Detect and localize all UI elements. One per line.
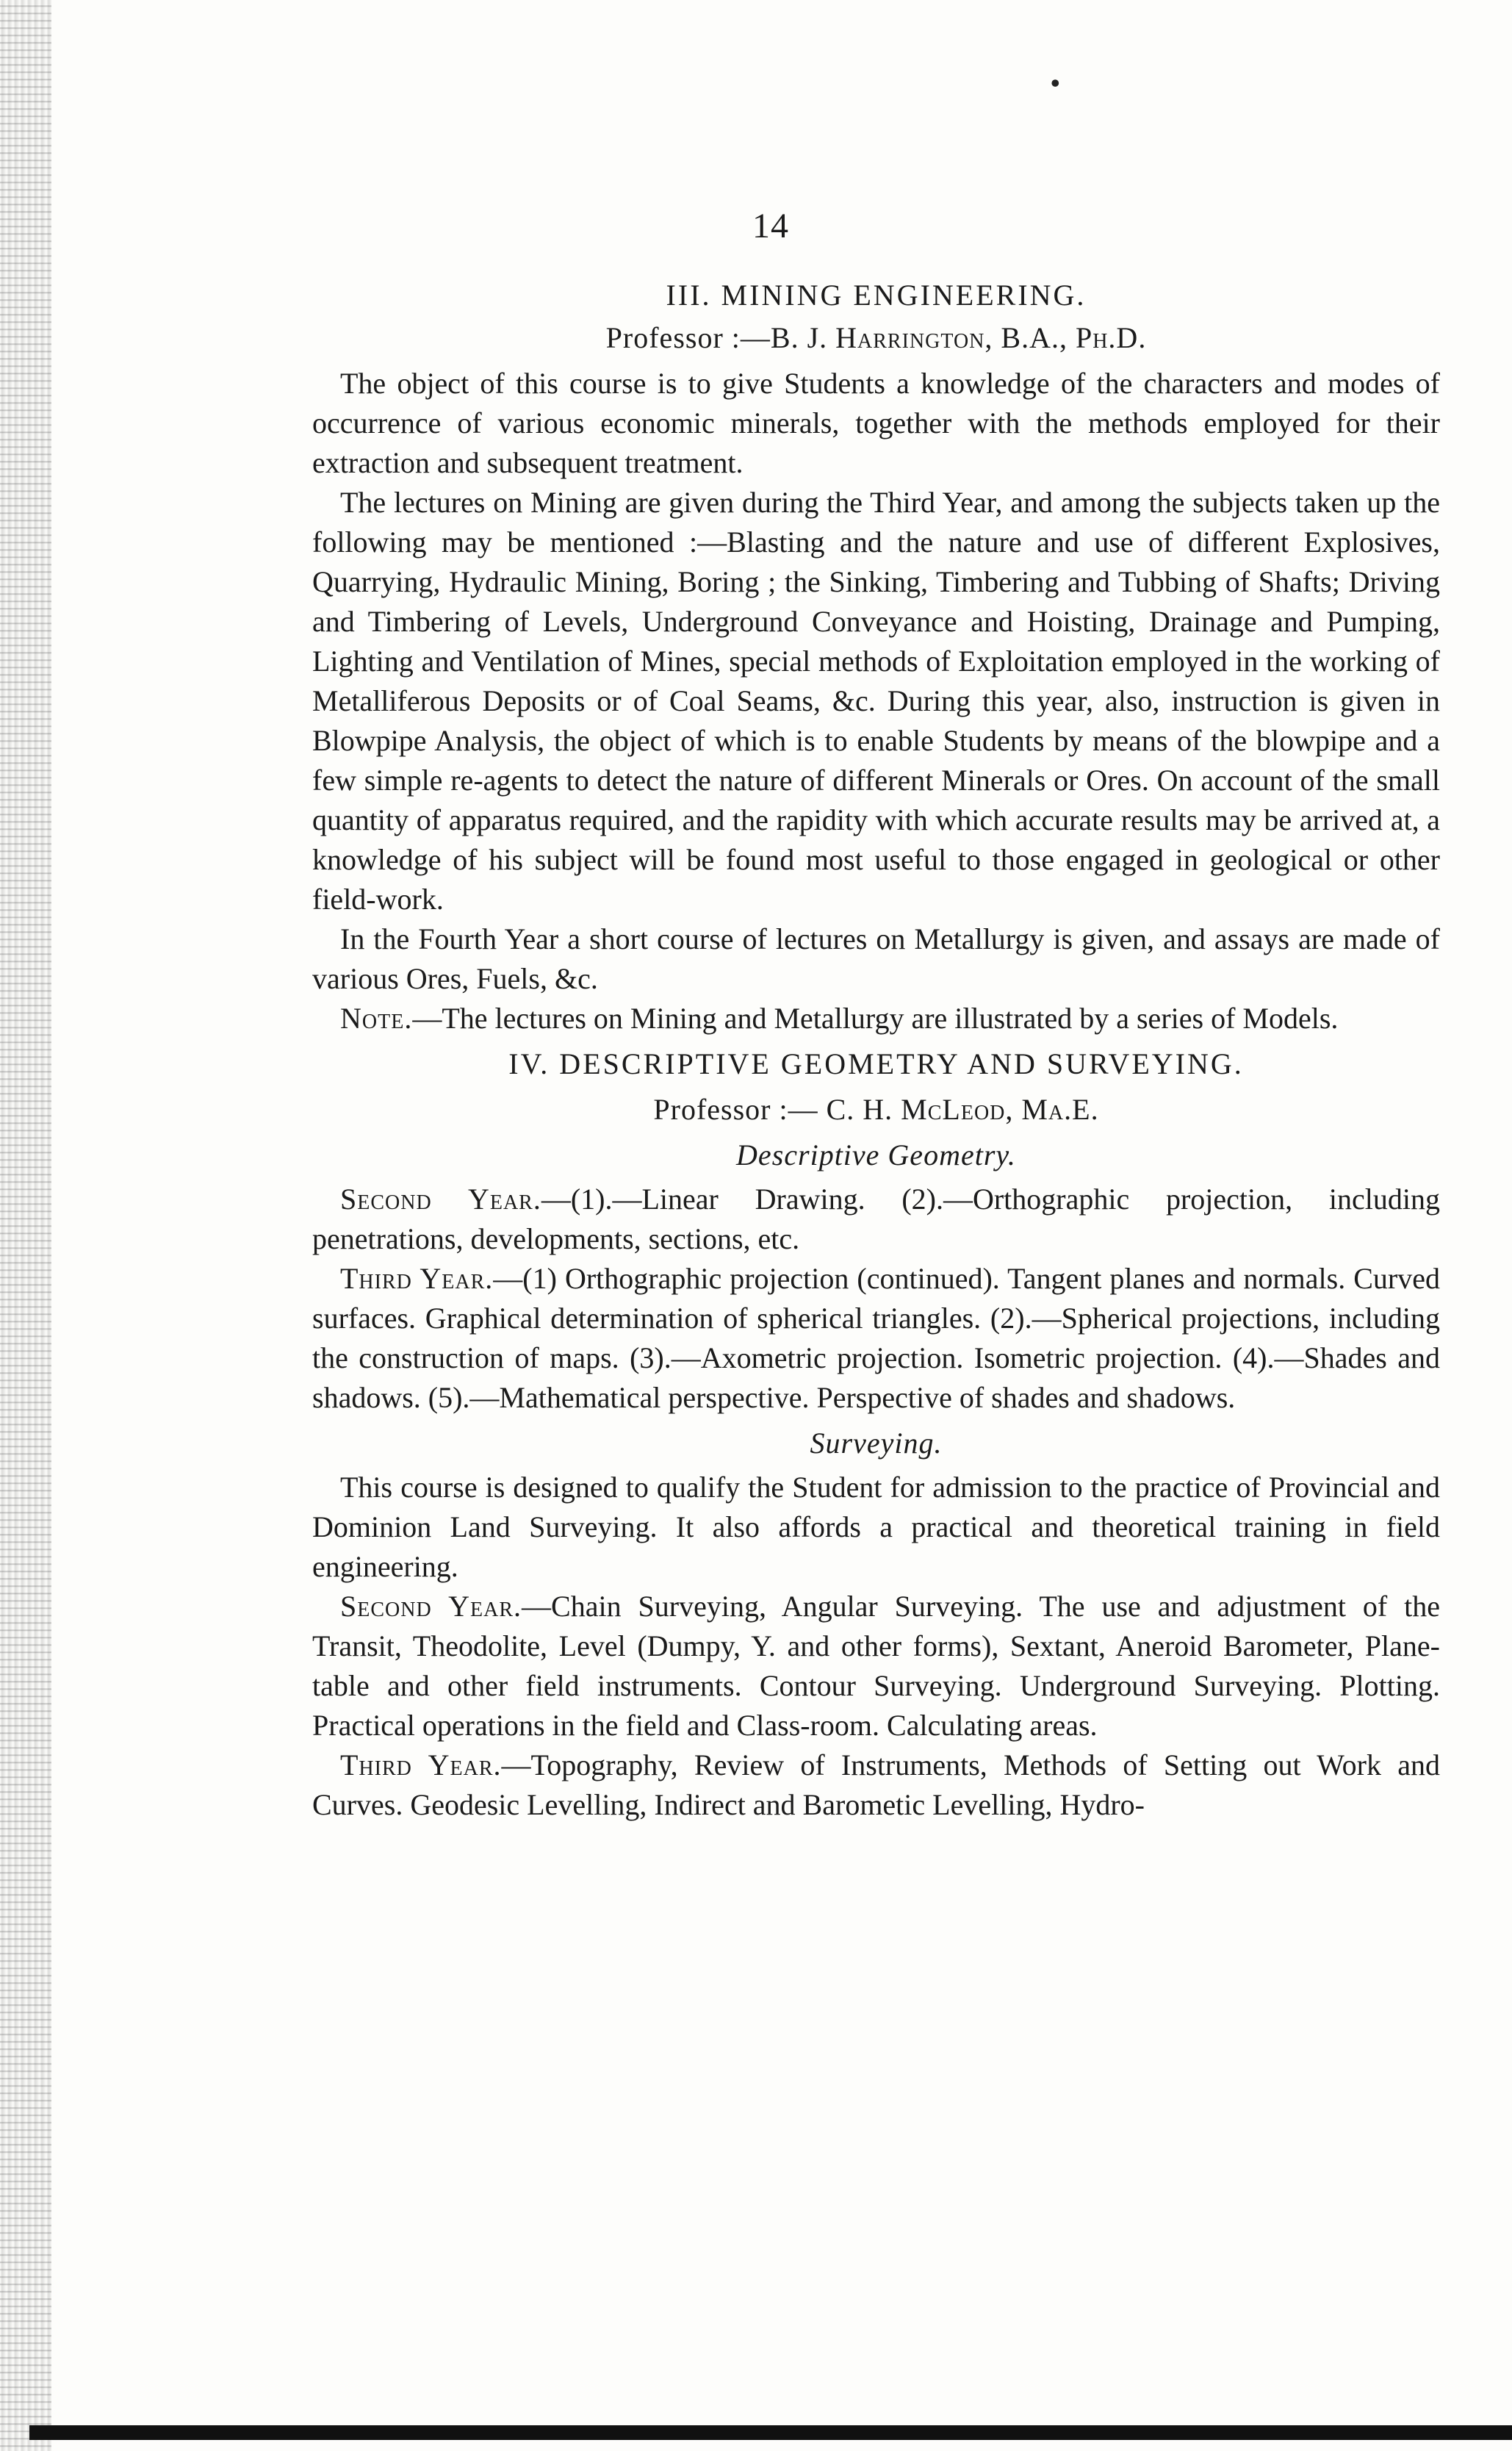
page-binding-edge — [0, 0, 51, 2451]
geometry-third-year-paragraph — [312, 1259, 1440, 1418]
mining-heading: III. MINING ENGINEERING. — [666, 279, 1087, 312]
geometry-professor-line — [312, 1090, 1440, 1130]
descriptive-geometry-heading: Descriptive Geometry. — [736, 1138, 1016, 1171]
bottom-rule — [29, 2425, 1512, 2440]
geometry-third-year-label: Third Year. — [340, 1262, 494, 1295]
surveying-heading: Surveying. — [810, 1427, 943, 1460]
mining-note-text: —The lectures on Mining and Metallurgy are illustrated by a series of Models. — [412, 1002, 1339, 1035]
mining-note-paragraph — [312, 999, 1440, 1038]
mining-professor-prefix: Professor :— — [605, 321, 771, 354]
page-body — [312, 276, 1440, 1825]
mining-professor-name: B. J. Harrington, B.A., Ph.D. — [770, 321, 1147, 354]
geometry-professor-name: C. H. McLeod, Ma.E. — [826, 1093, 1099, 1126]
geometry-section — [312, 1044, 1440, 1825]
geometry-professor-prefix: Professor :— — [653, 1093, 827, 1126]
surveying-second-year-paragraph — [312, 1587, 1440, 1745]
geometry-second-year-paragraph — [312, 1180, 1440, 1259]
mining-section — [312, 276, 1440, 1038]
mining-note-label: Note. — [340, 1002, 413, 1035]
geometry-heading: IV. DESCRIPTIVE GEOMETRY AND SURVEYING. — [508, 1047, 1244, 1080]
surveying-third-year-label: Third Year. — [340, 1748, 502, 1781]
surveying-third-year-text: —Topography, Review of Instruments, Methods of Setting out Work and Curves. Geodesic Levelling, Indirect and Barometic Levelling, Hydro- — [312, 1748, 1441, 1821]
surveying-third-year-paragraph — [312, 1745, 1440, 1825]
mining-object-paragraph: The object of this course is to give Students a knowledge of the characters and modes of occurrence of various economic minerals, together with the methods employed for their extraction and subsequent treatment. — [312, 367, 1440, 479]
mining-lectures-paragraph: The lectures on Mining are given during the Third Year, and among the subjects taken up the following may be mentioned :—Blasting and the nature and use of different Explosives, Quarrying, Hydraulic Mining, Boring ; the Sinking, Timbering and Tubbing of Shafts; Driving and Timbering of Levels, Underground Conveyance and Hoisting, Drainage and Pumping, Lighting and Ventilation of Mines, special methods of Exploitation employed in the working of Metalliferous Deposits or of Coal Seams, &c. During this year, also, instruction is given in Blowpipe Analysis, the object of which is to enable Students by means of the blowpipe and a few simple re-agents to detect the nature of different Minerals or Ores. On account of the small quantity of apparatus required, and the rapidity with which accurate results may be arrived at, a knowledge of his subject will be found most useful to those engaged in geological or other field-work. — [312, 486, 1440, 916]
mining-professor-line — [312, 318, 1440, 358]
geometry-second-year-label: Second Year. — [340, 1183, 541, 1216]
page-number: 14 — [752, 207, 789, 245]
geometry-third-year-text: —(1) Orthographic projection (continued). Tangent planes and normals. Curved surfaces. Graphical determination of spherical triangles. (2).—Spherical projections, including the construction of maps. (3).—Axometric projection. Isometric projection. (4).—Shades and shadows. (5).—Mathematical perspective. Perspective of shades and shadows. — [312, 1262, 1440, 1414]
surveying-second-year-label: Second Year. — [340, 1590, 522, 1623]
geometry-second-year-text: —(1).—Linear Drawing. (2).—Orthographic projection, including penetrations, developments, sections, etc. — [312, 1183, 1440, 1255]
surveying-intro-paragraph: This course is designed to qualify the Student for admission to the practice of Provincial and Dominion Land Surveying. It also affords a practical and theoretical training in field engineering. — [312, 1471, 1440, 1583]
corner-mark: • — [1051, 68, 1060, 98]
surveying-second-year-text: —Chain Surveying, Angular Surveying. The use and adjustment of the Transit, Theodolite, Level (Dumpy, Y. and other forms), Sextant, Aneroid Barometer, Plane-table and other field instruments. Contour Surveying. Underground Surveying. Plotting. Practical operations in the field and Class-room. Calculating areas. — [312, 1590, 1440, 1742]
mining-fourth-year-paragraph: In the Fourth Year a short course of lectures on Metallurgy is given, and assays are made of various Ores, Fuels, &c. — [312, 922, 1440, 995]
